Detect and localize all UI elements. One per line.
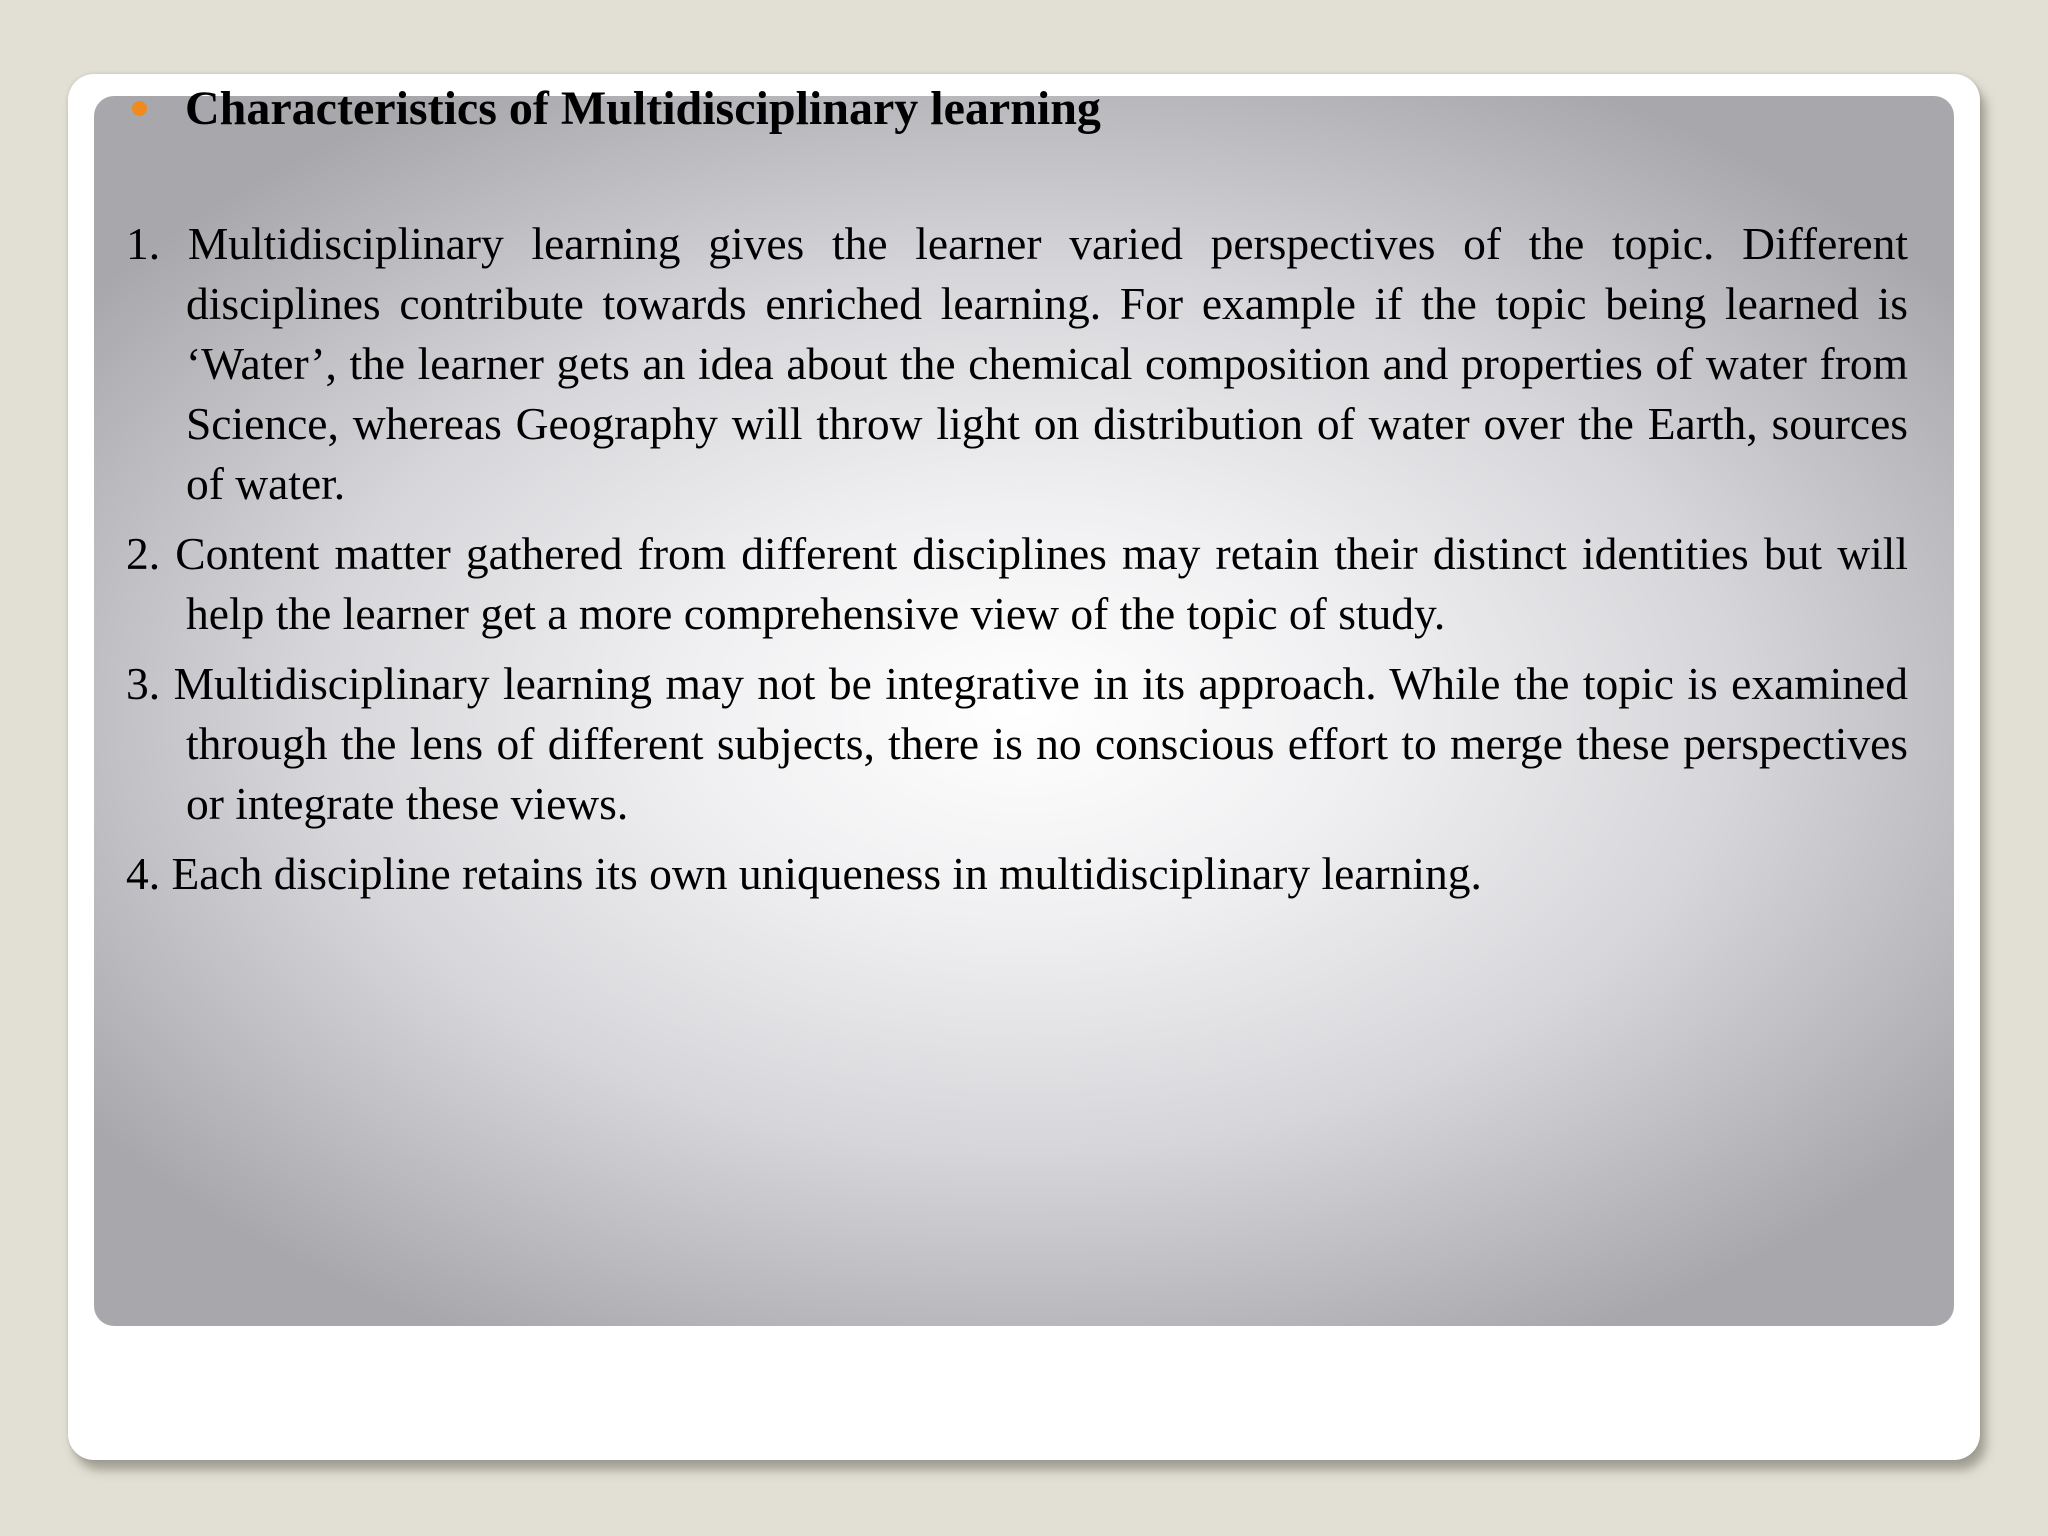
slide-heading: Characteristics of Multidisciplinary learning [185, 81, 1101, 135]
list-item-1: 1. Multidisciplinary learning gives the learner varied perspectives of the topic. Different disciplines contribute towards enriched learning. For example if the topic being learned is ‘Water’, the learner gets an idea about the chemical composition and properties of water from Science, whereas Geography will throw light on distribution of water over the Earth, sources of water. [126, 218, 1908, 509]
characteristics-list [126, 214, 1908, 914]
list-item-3: 3. Multidisciplinary learning may not be integrative in its approach. While the topic is examined through the lens of different subjects, there is no conscious effort to merge these perspectives or integrate these views. [126, 658, 1908, 829]
list-item-4: 4. Each discipline retains its own uniqueness in multidisciplinary learning. [126, 848, 1482, 899]
bullet-dot-icon [132, 101, 147, 116]
list-item-2: 2. Content matter gathered from different disciplines may retain their distinct identities but will help the learner get a more comprehensive view of the topic of study. [126, 528, 1908, 639]
heading-row [126, 78, 1101, 138]
